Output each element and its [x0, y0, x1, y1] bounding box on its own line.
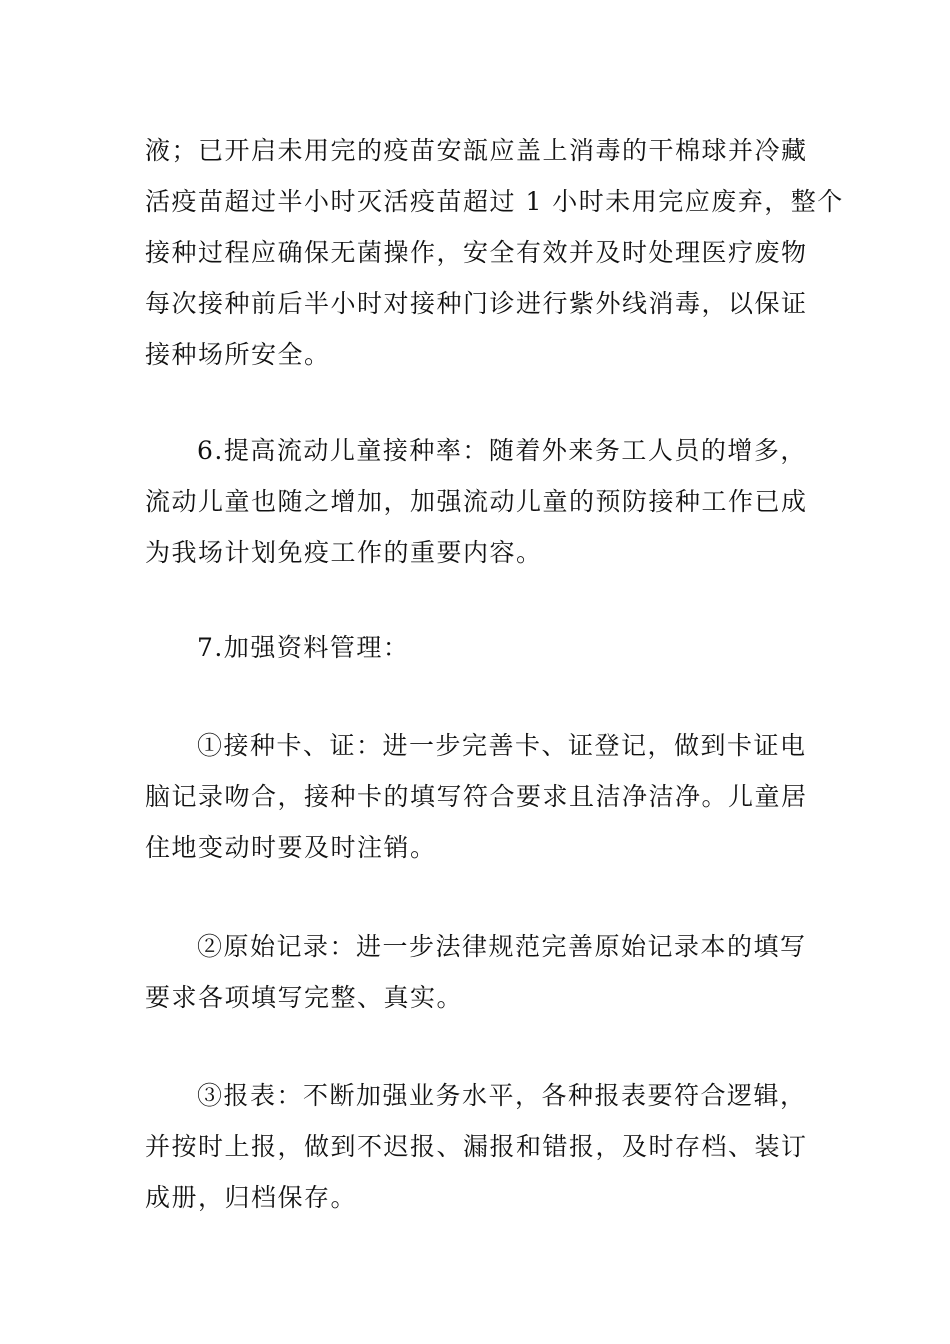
- paragraph-cards-certificates: [145, 720, 810, 873]
- paragraph-data-management: [145, 622, 810, 673]
- paragraph-floating-children: [145, 425, 810, 578]
- text-line: 6.提高流动儿童接种率：随着外来务工人员的增多，: [197, 436, 807, 465]
- text-line: 接种场所安全。: [145, 340, 331, 369]
- text-line: 接种过程应确保无菌操作，安全有效并及时处理医疗废物: [145, 238, 808, 267]
- text-line: 每次接种前后半小时对接种门诊进行紫外线消毒，以保证: [145, 289, 808, 318]
- paragraph-vaccine-safety: [145, 125, 844, 380]
- text-line: 成册，归档保存。: [145, 1183, 358, 1212]
- text-line: ②原始记录：进一步法律规范完善原始记录本的填写: [197, 932, 807, 961]
- text-line: 住地变动时要及时注销。: [145, 833, 437, 862]
- text-line: 活疫苗超过半小时灭活疫苗超过 1 小时未用完应废弃，整个: [145, 187, 844, 216]
- section-heading: 7.加强资料管理：: [197, 633, 410, 662]
- text-line: 要求各项填写完整、真实。: [145, 983, 464, 1012]
- text-line: ③报表：不断加强业务水平，各种报表要符合逻辑，: [197, 1081, 807, 1110]
- text-line: 脑记录吻合，接种卡的填写符合要求且洁净洁净。儿童居: [145, 782, 808, 811]
- text-line: ①接种卡、证：进一步完善卡、证登记，做到卡证电: [197, 731, 807, 760]
- text-line: 液；已开启未用完的疫苗安瓿应盖上消毒的干棉球并冷藏: [145, 136, 808, 165]
- paragraph-original-records: [145, 921, 810, 1023]
- paragraph-reports: [145, 1070, 810, 1223]
- text-line: 为我场计划免疫工作的重要内容。: [145, 538, 543, 567]
- text-line: 并按时上报，做到不迟报、漏报和错报，及时存档、装订: [145, 1132, 808, 1161]
- text-line: 流动儿童也随之增加，加强流动儿童的预防接种工作已成: [145, 487, 808, 516]
